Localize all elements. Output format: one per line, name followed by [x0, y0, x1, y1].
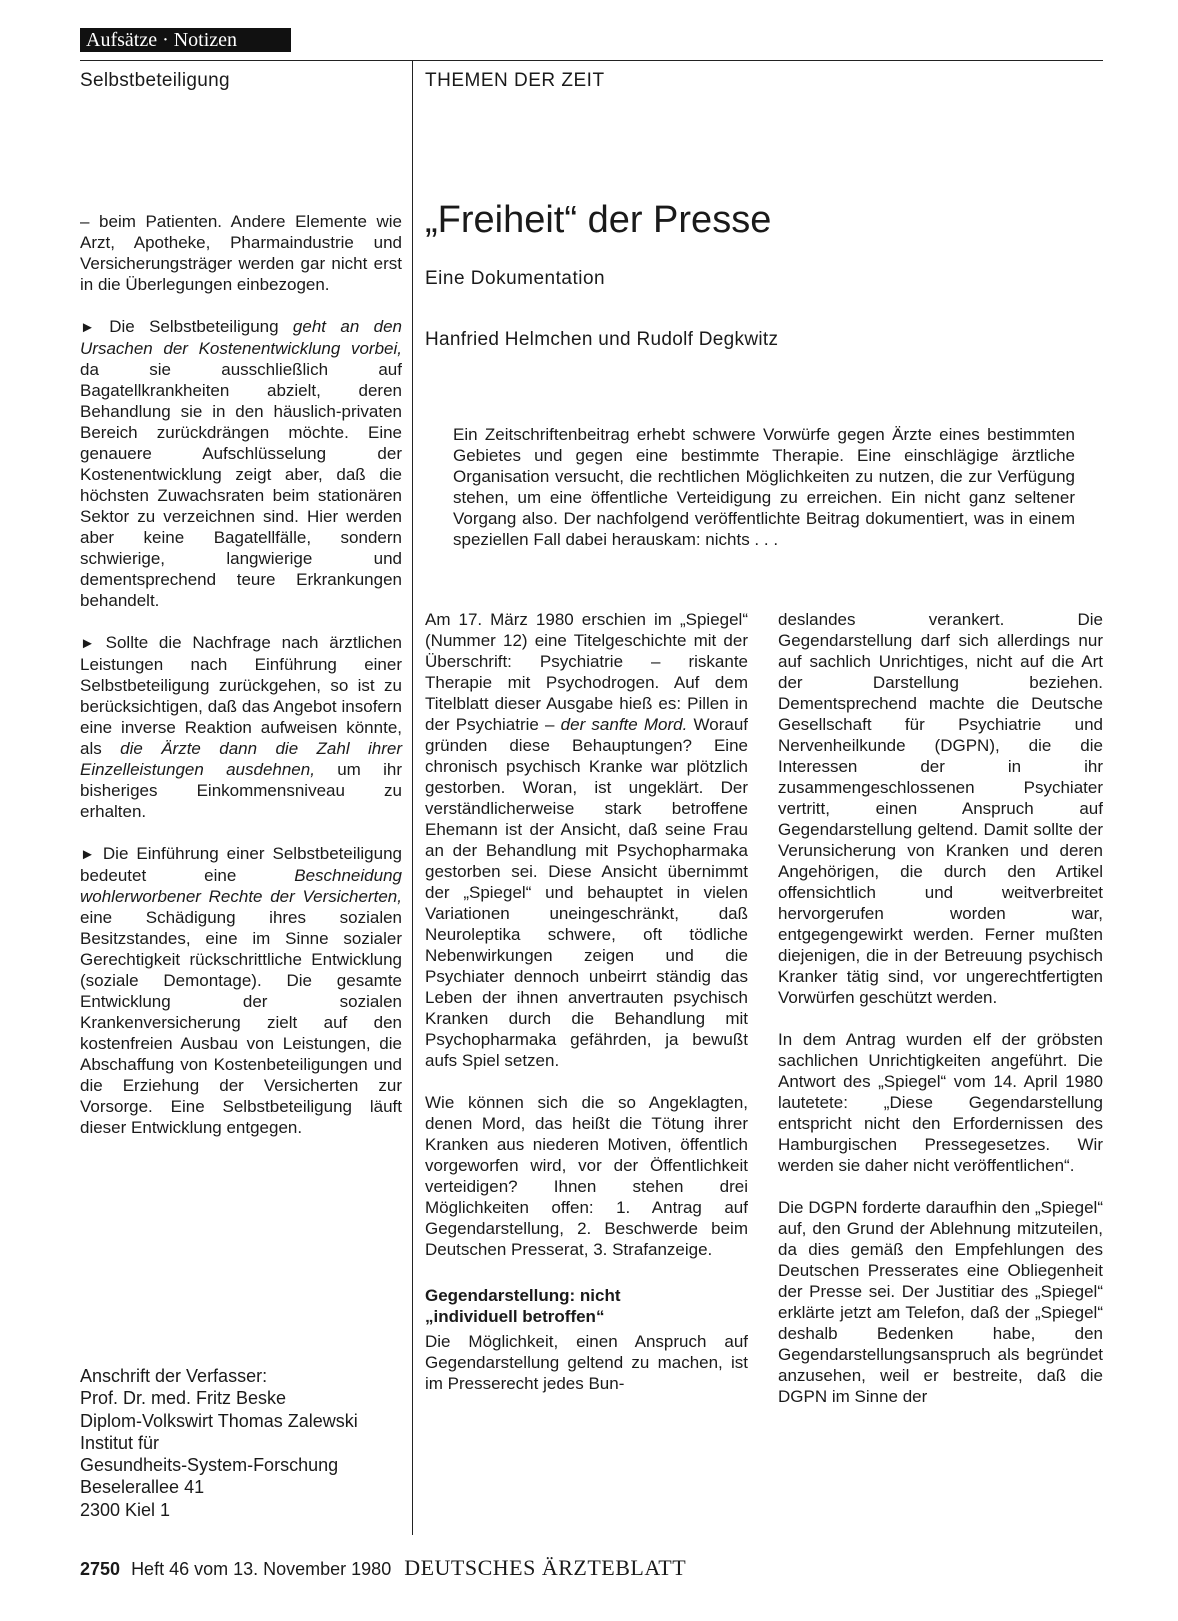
text-run: Worauf gründen diese Behauptungen? Eine chronisch psychisch Kranke war plötzlich gestorben. Woran, ist ungeklärt. Der verständlicherweise stark betroffene Ehemann ist der Ansicht, daß seine Frau an der Behandlung mit Psychopharmaka gestorben sei. Diese Ansicht übernimmt der „Spiegel“ und behauptet in vielen Variationen uneingeschränkt, daß Neuroleptika schwere, oft tödliche Nebenwirkungen zeigen und die Psychiater dennoch unbeirrt ständig das Leben der ihnen anvertrauten psychisch Kranken durch die Behandlung mit Psychopharmaka gefährden, ja bewußt aufs Spiel setzen.	[425, 715, 748, 1070]
text-run: eine Schädigung ihres sozialen Besitzstandes, eine im Sinne sozialer Gerechtigkeit rückschrittliche Entwicklung (soziale Demontage). Die gesamte Entwicklung der sozialen Krankenversicherung zielt auf den kostenfreien Ausbau von Leistungen, die Abschaffung von Kostenbeteiligungen und die Erziehung der Versicherten zur Vorsorge. Eine Selbstbeteiligung läuft dieser Entwicklung entgegen.	[80, 908, 402, 1137]
paragraph: deslandes verankert. Die Gegendarstellung darf sich allerdings nur auf sachlich Unrichtiges, nicht auf die Art der Darstellung beziehen. Dementsprechend machte die Deutsche Gesellschaft für Psychiatrie und Nervenheilkunde (DGPN), die die Interessen der in ihr zusammengeschlossenen Psychiater vertritt, einen Anspruch auf Gegendarstellung geltend. Damit sollte der Verunsicherung von Kranken und deren Angehörigen, die durch den Artikel offensichtlich und weitverbreitet hervorgerufen worden war, entgegengewirkt werden. Ferner mußten diejenigen, die in der Betreuung psychisch Kranker tätig sind, vor ungerechtfertigten Vorwürfen geschützt werden.	[778, 610, 1103, 1007]
address-line: Beselerallee 41	[80, 1477, 205, 1498]
right-rubric: THEMEN DER ZEIT	[425, 70, 605, 91]
paragraph: Die Möglichkeit, einen Anspruch auf Gegendarstellung geltend zu machen, ist im Presserecht jedes Bun-	[425, 1332, 748, 1393]
bullet-triangle-icon: ►	[80, 319, 95, 336]
paragraph: – beim Patienten. Andere Elemente wie Arzt, Apotheke, Pharmaindustrie und Versicherungsträger werden gar nicht erst in die Überlegungen einbezogen.	[80, 212, 402, 294]
text-run: Am 17. März 1980 erschien im „Spiegel“ (Nummer 12) eine Titelgeschichte mit der Überschrift: Psychiatrie – riskante Therapie mit Psychodrogen. Auf dem Titelblatt dieser Ausgabe hieß es: Pillen in der Psychiatrie –	[425, 610, 748, 734]
address-line: Institut für	[80, 1432, 160, 1453]
text-run: da sie ausschließlich auf Bagatellkrankheiten abzielt, deren Behandlung sie in den häuslich-privaten Bereich zurückdrängen möchte. Eine genauere Aufschlüsselung der Kostenentwicklung zeigt aber, daß die höchsten Zuwachsraten beim stationären Sektor zu verzeichnen sind. Hier werden aber keine Bagatellfälle, sondern schwierige, langwierige und dementsprechend teure Erkrankungen behandelt.	[80, 360, 402, 610]
text-run: um ihr bisheriges Einkommensniveau zu erhalten.	[80, 760, 402, 821]
article-intro	[453, 424, 1075, 550]
journal-name: DEUTSCHES ÄRZTEBLATT	[404, 1555, 687, 1580]
bullet-triangle-icon: ►	[80, 846, 95, 863]
author-address	[80, 1365, 358, 1521]
bullet-paragraph	[80, 632, 402, 822]
top-rule	[80, 60, 1103, 61]
text-run: Sollte die Nachfrage nach ärztlichen Leistungen nach Einführung einer Selbstbeteiligung zurückgehen, so ist zu berücksichtigen, daß das Angebot insofern eine inverse Reaktion aufweisen könnte, als	[80, 633, 402, 758]
text-run: Die Einführung einer Selbstbeteiligung bedeutet eine	[80, 844, 402, 885]
issue-info: Heft 46 vom 13. November 1980	[131, 1559, 392, 1579]
subheading-line: „individuell betroffen“	[425, 1307, 605, 1326]
left-rubric: Selbstbeteiligung	[80, 70, 230, 91]
right-column	[778, 609, 1103, 1407]
middle-column	[425, 609, 748, 1394]
address-line: Gesundheits-System-Forschung	[80, 1455, 339, 1476]
address-line: Diplom-Volkswirt Thomas Zalewski	[80, 1410, 358, 1431]
article-authors: Hanfried Helmchen und Rudolf Degkwitz	[425, 329, 779, 350]
address-heading: Anschrift der Verfasser:	[80, 1366, 268, 1386]
section-subheading	[425, 1285, 748, 1327]
text-run: Die Selbstbeteiligung	[94, 317, 293, 336]
article-title: „Freiheit“ der Presse	[425, 199, 772, 241]
left-column	[80, 211, 402, 1138]
emphasis: die Ärzte dann die Zahl ihrer Einzelleistungen ausdehnen,	[80, 739, 402, 779]
article-subtitle: Eine Dokumentation	[425, 268, 606, 289]
section-label: Aufsätze · Notizen	[80, 28, 291, 52]
emphasis: geht an den Ursachen der Kostenentwicklung vorbei,	[80, 317, 402, 358]
bullet-paragraph	[80, 316, 402, 611]
paragraph	[425, 609, 748, 1071]
paragraph: Wie können sich die so Angeklagten, denen Mord, das heißt die Tötung ihrer Kranken aus niederen Motiven, öffentlich vorgeworfen wird, vor der Öffentlichkeit verteidigen? Ihnen stehen drei Möglichkeiten offen: 1. Antrag auf Gegendarstellung, 2. Beschwerde beim Deutschen Presserat, 3. Strafanzeige.	[425, 1093, 748, 1259]
intro-text: Ein Zeitschriftenbeitrag erhebt schwere Vorwürfe gegen Ärzte eines bestimmten Gebietes und gegen eine bestimmte Therapie. Eine einschlägige ärztliche Organisation versucht, die rechtlichen Möglichkeiten zu nutzen, die zur Verfügung stehen, um eine öffentliche Verteidigung zu erreichen. Ein nicht ganz seltener Vorgang also. Der nachfolgend veröffentlichte Beitrag dokumentiert, was in einem speziellen Fall dabei herauskam: nichts . . .	[453, 425, 1075, 549]
emphasis: der sanfte Mord.	[560, 715, 688, 734]
page-footer	[80, 1555, 686, 1581]
bullet-triangle-icon: ►	[80, 635, 95, 652]
address-line: 2300 Kiel 1	[80, 1499, 171, 1520]
paragraph: In dem Antrag wurden elf der gröbsten sachlichen Unrichtigkeiten angeführt. Die Antwort des „Spiegel“ vom 14. April 1980 lautetete: „Diese Gegendarstellung entspricht nicht den Erfordernissen des Hamburgischen Pressegesetzes. Wir werden sie daher nicht veröffentlichen“.	[778, 1030, 1103, 1175]
emphasis: Beschneidung wohlerworbener Rechte der Versicherten,	[80, 866, 402, 906]
bullet-paragraph	[80, 843, 402, 1138]
paragraph: Die DGPN forderte daraufhin den „Spiegel“ auf, den Grund der Ablehnung mitzuteilen, da dies gemäß den Empfehlungen des Deutschen Presserates eine Obliegenheit der Presse sei. Der Justitiar des „Spiegel“ erklärte jetzt am Telefon, daß der „Spiegel“ deshalb Bedenken habe, den Gegendarstellungsanspruch als begründet anzusehen, weil er bestreite, daß die DGPN im Sinne der	[778, 1198, 1103, 1406]
page-number: 2750	[80, 1559, 121, 1579]
subheading-line: Gegendarstellung: nicht	[425, 1286, 621, 1305]
column-divider	[412, 60, 413, 1535]
address-line: Prof. Dr. med. Fritz Beske	[80, 1388, 287, 1409]
